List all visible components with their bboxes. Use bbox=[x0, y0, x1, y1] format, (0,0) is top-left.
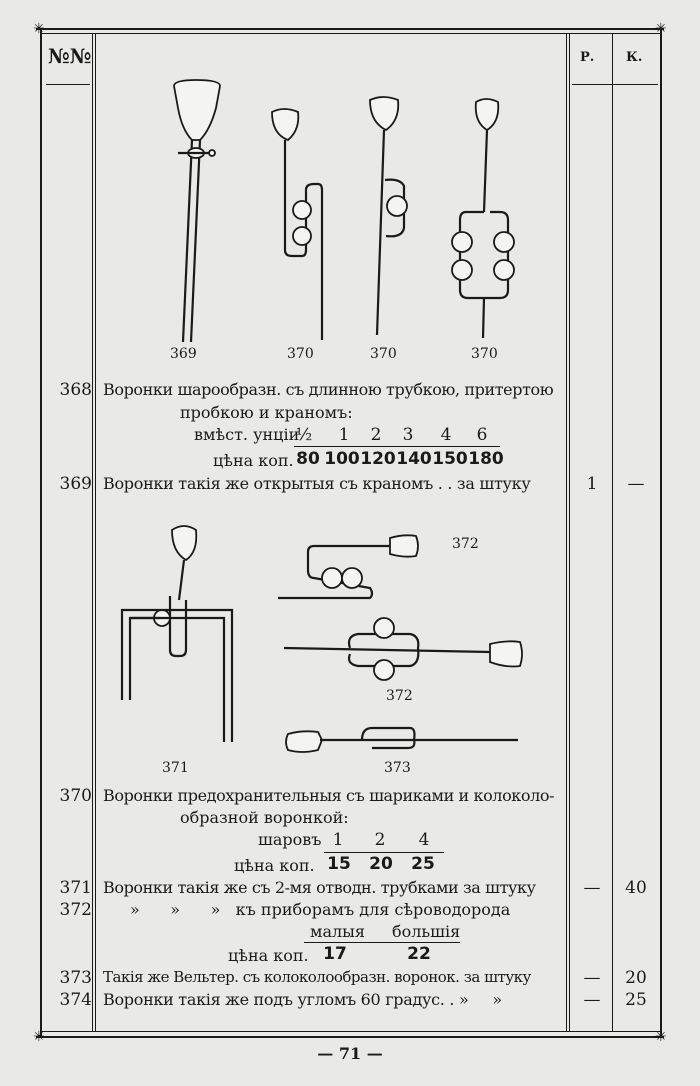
funnel-370c-drawing bbox=[452, 99, 514, 338]
entry-369-kopecks: — bbox=[627, 474, 645, 494]
entry-372-price: 22 bbox=[407, 944, 431, 964]
entry-372-price: 17 bbox=[323, 944, 347, 964]
corner-ornament-tl: ✳ bbox=[33, 21, 45, 37]
header-kopecks-label: К. bbox=[626, 50, 643, 65]
corner-ornament-tr: ✳ bbox=[655, 21, 667, 37]
entry-370-price: 15 bbox=[327, 854, 351, 874]
entry-368-price: 140 bbox=[396, 449, 432, 469]
corner-ornament-br: ✳ bbox=[655, 1029, 667, 1045]
fig-caption-370a: 370 bbox=[287, 346, 314, 362]
entry-370-size: 2 bbox=[374, 830, 386, 850]
entry-371-number: 371 bbox=[59, 878, 92, 898]
entry-373-kopecks: 20 bbox=[625, 968, 647, 988]
entry-373-number: 373 bbox=[59, 968, 92, 988]
entry-368-number: 368 bbox=[59, 380, 92, 400]
fig-caption-373: 373 bbox=[384, 760, 411, 776]
entry-370-line1: Воронки предохранительныя съ шариками и колоколо- bbox=[103, 786, 555, 805]
entry-368-size: 4 bbox=[440, 425, 452, 445]
entry-374-text: Воронки такія же подъ угломъ 60 градус. . » » bbox=[103, 990, 502, 1009]
entry-370-size: 4 bbox=[418, 830, 430, 850]
entry-372-number: 372 bbox=[59, 900, 92, 920]
funnel-370b-drawing bbox=[370, 97, 407, 335]
entry-368-price: 100 bbox=[324, 449, 360, 469]
fig-caption-371: 371 bbox=[162, 760, 189, 776]
entry-371-rubles: — bbox=[583, 878, 601, 898]
entry-368-price: 150 bbox=[432, 449, 468, 469]
entry-370-price: 25 bbox=[411, 854, 435, 874]
entry-371-text: Воронки такія же съ 2-мя отводн. трубками за штуку bbox=[103, 878, 536, 897]
entry-370-size: 1 bbox=[332, 830, 344, 850]
fig-caption-372-lower: 372 bbox=[386, 688, 413, 704]
header-rubles-label: Р. bbox=[580, 50, 595, 65]
entry-368-price: 80 bbox=[296, 449, 320, 469]
entry-370-price: 20 bbox=[369, 854, 393, 874]
entry-368-rule bbox=[294, 446, 500, 447]
entry-372-text: » » » къ приборамъ для сѣроводорода bbox=[130, 900, 511, 919]
entry-371-kopecks: 40 bbox=[625, 878, 647, 898]
entry-372-size: большія bbox=[392, 922, 461, 941]
entry-372-price-label: цѣна коп. bbox=[228, 946, 309, 965]
entry-370-price-label: цѣна коп. bbox=[234, 856, 315, 875]
entry-370-sizes-label: шаровъ bbox=[258, 830, 322, 849]
header-number-label: №№ bbox=[48, 44, 92, 68]
entry-368-sizes-label: вмѣст. унціи bbox=[194, 425, 300, 444]
entry-368-size: 6 bbox=[476, 425, 488, 445]
entry-373-rubles: — bbox=[583, 968, 601, 988]
page-number: — 71 — bbox=[317, 1044, 383, 1063]
entry-370-rule bbox=[324, 852, 444, 853]
entry-368-line1: Воронки шарообразн. съ длинною трубкою, притертою bbox=[103, 380, 554, 399]
funnel-373-drawing bbox=[286, 728, 518, 752]
entry-372-size: малыя bbox=[310, 922, 365, 941]
entry-369-number: 369 bbox=[59, 474, 92, 494]
entry-372-rule bbox=[304, 942, 460, 943]
fig-caption-369: 369 bbox=[170, 346, 197, 362]
entry-369-text: Воронки такія же открытыя съ краномъ . . за штуку bbox=[103, 474, 531, 493]
entry-369-rubles: 1 bbox=[586, 474, 598, 494]
entry-374-rubles: — bbox=[583, 990, 601, 1010]
funnel-370a-drawing bbox=[272, 109, 322, 340]
entry-370-line2: образной воронкой: bbox=[180, 808, 349, 827]
funnel-372-upper-drawing bbox=[278, 535, 418, 598]
fig-caption-372-upper: 372 bbox=[452, 536, 479, 552]
entry-370-number: 370 bbox=[59, 786, 92, 806]
entry-368-price: 180 bbox=[468, 449, 504, 469]
funnel-372-lower-drawing bbox=[284, 618, 522, 680]
corner-ornament-bl: ✳ bbox=[33, 1029, 45, 1045]
entry-368-line2: пробкою и краномъ: bbox=[180, 403, 353, 422]
entry-368-size: 2 bbox=[370, 425, 382, 445]
fig-caption-370c: 370 bbox=[471, 346, 498, 362]
funnel-371-drawing bbox=[122, 526, 232, 742]
entry-368-price: 120 bbox=[360, 449, 396, 469]
fig-caption-370b: 370 bbox=[370, 346, 397, 362]
funnel-369-drawing bbox=[174, 80, 220, 342]
entry-368-size: 1 bbox=[338, 425, 350, 445]
entry-368-size: 3 bbox=[402, 425, 414, 445]
entry-368-price-label: цѣна коп. bbox=[213, 451, 294, 470]
entry-373-text: Такія же Вельтер. съ колоколообразн. воронок. за штуку bbox=[103, 968, 531, 986]
entry-374-kopecks: 25 bbox=[625, 990, 647, 1010]
entry-374-number: 374 bbox=[59, 990, 92, 1010]
entry-368-size: ½ bbox=[295, 425, 313, 445]
